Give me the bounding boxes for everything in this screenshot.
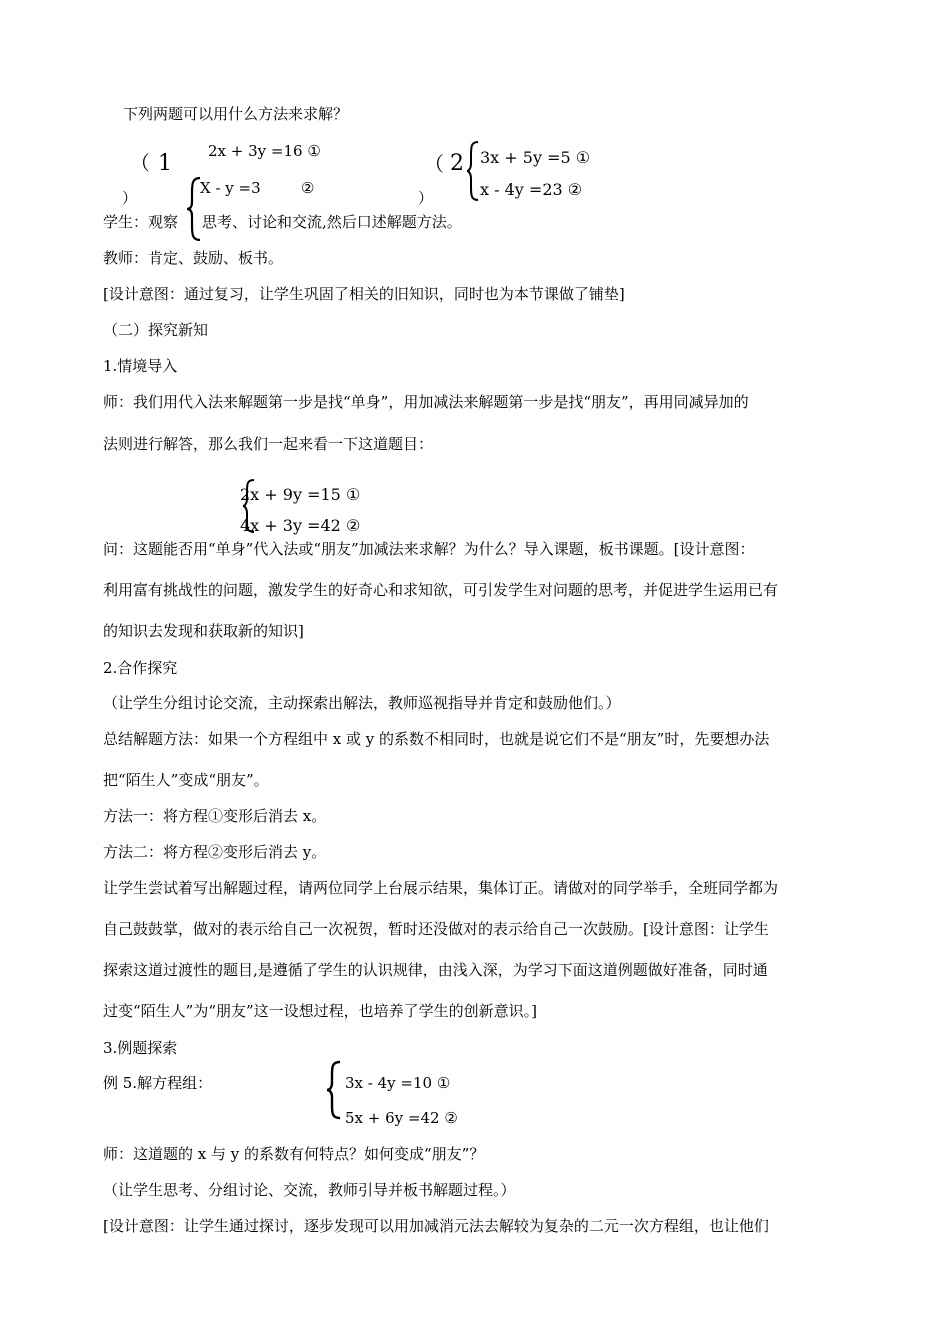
line-summary-2: 把“陌生人”变成“朋友”。 (103, 771, 269, 789)
system1-equation-1: 2x + 9y =15 ① (240, 485, 361, 504)
problem2-equation-2: x - 4y =23 ② (480, 180, 583, 199)
problem2-number: 2 (450, 151, 464, 176)
example-label: 例 5.解方程组： (103, 1074, 213, 1092)
problem1-open-paren: （ (130, 151, 150, 175)
subheading-cooperation: 2.合作探究 (103, 659, 178, 677)
system1-equation-2: 4x + 3y =42 ② (240, 516, 361, 535)
line-design-intent-2b: 的知识去发现和获取新的知识] (103, 622, 304, 640)
line-method-2: 方法二：将方程②变形后消去 y。 (103, 843, 327, 861)
subheading-situation: 1.情境导入 (103, 357, 178, 375)
problem2-equation-1: 3x + 5y =5 ① (480, 148, 591, 167)
problem1-equation-2-mark: ② (301, 179, 315, 197)
line-practice-4: 过变“陌生人”为“朋友”这一设想过程，也培养了学生的创新意识。] (103, 1002, 538, 1020)
problem1-close-paren: ） (122, 189, 138, 207)
line-design-intent-3: [设计意图：让学生通过探讨，逐步发现可以用加减消元法去解较为复杂的二元一次方程组，也让他们 (103, 1217, 769, 1235)
example-equation-2: 5x + 6y =42 ② (345, 1109, 458, 1127)
line-student-discuss: 思考、讨论和交流,然后口述解题方法。 (202, 213, 462, 231)
line-group-discussion: （让学生分组讨论交流，主动探索出解法，教师巡视指导并肯定和鼓励他们。） (103, 694, 621, 712)
line-practice-2: 自己鼓鼓掌，做对的表示给自己一次祝贺，暂时还没做对的表示给自己一次鼓励。[设计意图：让学生 (103, 920, 769, 938)
subheading-example: 3.例题探索 (103, 1039, 178, 1057)
line-student-think: （让学生思考、分组讨论、交流，教师引导并板书解题过程。） (103, 1181, 516, 1199)
line-practice-3: 探索这道过渡性的题目,是遵循了学生的认识规律，由浅入深，为学习下面这道例题做好准备，同时通 (103, 961, 768, 979)
problem1-equation-1: 2x + 3y =16 ① (208, 142, 321, 160)
line-student-observe: 学生：观察 (103, 213, 179, 231)
line-practice-1: 让学生尝试着写出解题过程，请两位同学上台展示结果，集体订正。请做对的同学举手，全班同学都为 (103, 879, 779, 897)
line-teacher: 教师：肯定、鼓励、板书。 (103, 249, 284, 267)
line-method-1: 方法一：将方程①变形后消去 x。 (103, 807, 327, 825)
line-teacher-question: 师：这道题的 x 与 y 的系数有何特点？如何变成“朋友”？ (103, 1145, 485, 1163)
line-design-intent-1: [设计意图：通过复习，让学生巩固了相关的旧知识，同时也为本节课做了铺垫] (103, 285, 625, 303)
line-summary-1: 总结解题方法：如果一个方程组中 x 或 y 的系数不相同时，也就是说它们不是“朋友”时，先要想办法 (103, 730, 770, 748)
problem2-open-paren: （ (424, 152, 444, 176)
intro-question: 下列两题可以用什么方法来求解？ (123, 105, 349, 123)
problem2-brace-icon (466, 140, 480, 202)
section-heading-explore: （二）探究新知 (103, 321, 209, 339)
line-design-intent-2a: 利用富有挑战性的问题，激发学生的好奇心和求知欲，可引发学生对问题的思考，并促进学生运用已有 (103, 581, 779, 599)
example-equation-1: 3x - 4y =10 ① (345, 1074, 451, 1092)
example-brace-icon (326, 1060, 342, 1120)
line-question: 问：这题能否用“单身”代入法或“朋友”加减法来求解？为什么？导入课题，板书课题。[设计意图： (103, 540, 755, 558)
problem2-close-paren: ） (418, 189, 434, 207)
line-teacher-said-2: 法则进行解答，那么我们一起来看一下这道题目： (103, 435, 434, 453)
problem1-number: 1 (158, 151, 172, 176)
problem1-equation-2: X - y =3 (200, 179, 261, 197)
line-teacher-said-1: 师：我们用代入法来解题第一步是找“单身”，用加减法来解题第一步是找“朋友”，再用同减异加的 (103, 393, 749, 411)
